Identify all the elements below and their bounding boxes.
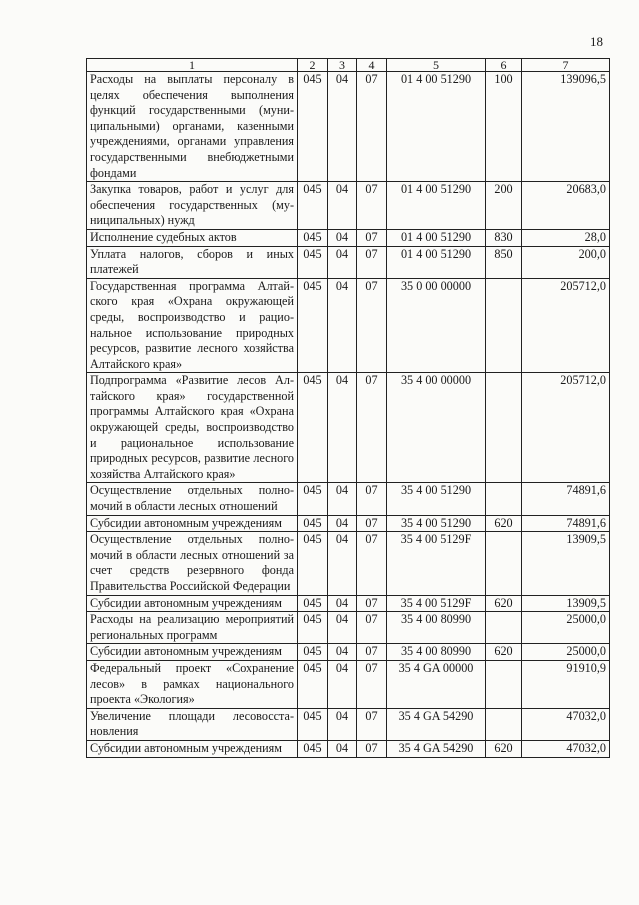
line-item-name: Увеличение площади лесовосстановления	[87, 708, 298, 740]
table-row	[87, 644, 610, 661]
target-article-code: 01 4 00 51290	[387, 182, 486, 230]
section-code: 04	[328, 373, 357, 483]
subsection-code: 07	[357, 515, 387, 532]
line-item-name: Субсидии автономным учреждениям	[87, 740, 298, 757]
subsection-code: 07	[357, 278, 387, 373]
target-article-code: 35 4 00 51290	[387, 515, 486, 532]
line-item-name: Расходы на реализацию мероприятий региональных программ	[87, 612, 298, 644]
line-item-name: Субсидии автономным учреждениям	[87, 595, 298, 612]
column-number: 4	[357, 59, 387, 72]
admin-code: 045	[298, 246, 328, 278]
amount: 74891,6	[522, 483, 610, 515]
target-article-code: 35 0 00 00000	[387, 278, 486, 373]
line-item-name: Расходы на выплаты персоналу в целях обеспечения выполнения функций государственными (муниципальными) органами, казенными учреждениями, органами управления государственными внебюджетными фондами	[87, 72, 298, 182]
table-row	[87, 373, 610, 483]
line-item-name: Субсидии автономным учреждениям	[87, 644, 298, 661]
amount: 139096,5	[522, 72, 610, 182]
table-row	[87, 229, 610, 246]
admin-code: 045	[298, 229, 328, 246]
subsection-code: 07	[357, 612, 387, 644]
target-article-code: 35 4 GA 54290	[387, 708, 486, 740]
target-article-code: 35 4 00 80990	[387, 644, 486, 661]
expense-kind-code	[486, 483, 522, 515]
amount: 47032,0	[522, 740, 610, 757]
subsection-code: 07	[357, 373, 387, 483]
amount: 205712,0	[522, 278, 610, 373]
admin-code: 045	[298, 595, 328, 612]
table-row	[87, 708, 610, 740]
subsection-code: 07	[357, 708, 387, 740]
section-code: 04	[328, 182, 357, 230]
table-row	[87, 515, 610, 532]
expense-kind-code	[486, 532, 522, 595]
expense-kind-code: 200	[486, 182, 522, 230]
section-code: 04	[328, 246, 357, 278]
table-row	[87, 740, 610, 757]
section-code: 04	[328, 483, 357, 515]
subsection-code: 07	[357, 532, 387, 595]
subsection-code: 07	[357, 595, 387, 612]
target-article-code: 35 4 00 80990	[387, 612, 486, 644]
section-code: 04	[328, 740, 357, 757]
expense-kind-code	[486, 660, 522, 708]
line-item-name: Государственная программа Алтайского края «Охрана окружающей среды, воспроизводство и рациональное использование природных ресурсов, развитие лесного хозяйства Алтайского края»	[87, 278, 298, 373]
expense-kind-code	[486, 708, 522, 740]
section-code: 04	[328, 644, 357, 661]
line-item-name: Федеральный проект «Сохранение лесов» в рамках национального проекта «Экология»	[87, 660, 298, 708]
line-item-name: Осуществление отдельных полномочий в области лесных отношений	[87, 483, 298, 515]
table-row	[87, 660, 610, 708]
table-row	[87, 595, 610, 612]
table-row	[87, 532, 610, 595]
target-article-code: 35 4 00 00000	[387, 373, 486, 483]
target-article-code: 01 4 00 51290	[387, 246, 486, 278]
amount: 200,0	[522, 246, 610, 278]
admin-code: 045	[298, 483, 328, 515]
admin-code: 045	[298, 740, 328, 757]
line-item-name: Исполнение судебных актов	[87, 229, 298, 246]
budget-table	[86, 58, 610, 758]
table-row	[87, 278, 610, 373]
section-code: 04	[328, 660, 357, 708]
target-article-code: 35 4 GA 54290	[387, 740, 486, 757]
admin-code: 045	[298, 532, 328, 595]
page-number: 18	[590, 34, 603, 49]
line-item-name: Уплата налогов, сборов и иных платежей	[87, 246, 298, 278]
section-code: 04	[328, 612, 357, 644]
table-row	[87, 72, 610, 182]
subsection-code: 07	[357, 182, 387, 230]
table-row	[87, 182, 610, 230]
admin-code: 045	[298, 182, 328, 230]
expense-kind-code: 620	[486, 595, 522, 612]
amount: 13909,5	[522, 532, 610, 595]
subsection-code: 07	[357, 72, 387, 182]
amount: 13909,5	[522, 595, 610, 612]
amount: 25000,0	[522, 644, 610, 661]
expense-kind-code: 830	[486, 229, 522, 246]
expense-kind-code: 850	[486, 246, 522, 278]
target-article-code: 35 4 00 5129F	[387, 595, 486, 612]
expense-kind-code	[486, 278, 522, 373]
admin-code: 045	[298, 278, 328, 373]
amount: 25000,0	[522, 612, 610, 644]
column-number-row	[87, 59, 610, 72]
target-article-code: 35 4 00 51290	[387, 483, 486, 515]
line-item-name: Закупка товаров, работ и услуг для обеспечения государственных (муниципальных) нужд	[87, 182, 298, 230]
amount: 91910,9	[522, 660, 610, 708]
admin-code: 045	[298, 660, 328, 708]
subsection-code: 07	[357, 229, 387, 246]
expense-kind-code: 620	[486, 515, 522, 532]
line-item-name: Субсидии автономным учреждениям	[87, 515, 298, 532]
admin-code: 045	[298, 72, 328, 182]
admin-code: 045	[298, 373, 328, 483]
target-article-code: 35 4 GA 00000	[387, 660, 486, 708]
column-number: 1	[87, 59, 298, 72]
section-code: 04	[328, 708, 357, 740]
subsection-code: 07	[357, 740, 387, 757]
expense-kind-code: 100	[486, 72, 522, 182]
amount: 74891,6	[522, 515, 610, 532]
table-row	[87, 246, 610, 278]
subsection-code: 07	[357, 644, 387, 661]
expense-kind-code: 620	[486, 644, 522, 661]
line-item-name: Осуществление отдельных полномочий в области лесных отношений за счет средств резервного фонда Правительства Российской Федерации	[87, 532, 298, 595]
amount: 20683,0	[522, 182, 610, 230]
target-article-code: 35 4 00 5129F	[387, 532, 486, 595]
admin-code: 045	[298, 708, 328, 740]
section-code: 04	[328, 229, 357, 246]
section-code: 04	[328, 595, 357, 612]
column-number: 2	[298, 59, 328, 72]
amount: 205712,0	[522, 373, 610, 483]
target-article-code: 01 4 00 51290	[387, 72, 486, 182]
expense-kind-code: 620	[486, 740, 522, 757]
target-article-code: 01 4 00 51290	[387, 229, 486, 246]
column-number: 6	[486, 59, 522, 72]
column-number: 5	[387, 59, 486, 72]
column-number: 7	[522, 59, 610, 72]
section-code: 04	[328, 515, 357, 532]
section-code: 04	[328, 72, 357, 182]
admin-code: 045	[298, 644, 328, 661]
admin-code: 045	[298, 515, 328, 532]
table-row	[87, 483, 610, 515]
column-number: 3	[328, 59, 357, 72]
subsection-code: 07	[357, 660, 387, 708]
amount: 47032,0	[522, 708, 610, 740]
amount: 28,0	[522, 229, 610, 246]
subsection-code: 07	[357, 483, 387, 515]
expense-kind-code	[486, 373, 522, 483]
subsection-code: 07	[357, 246, 387, 278]
section-code: 04	[328, 278, 357, 373]
admin-code: 045	[298, 612, 328, 644]
expense-kind-code	[486, 612, 522, 644]
table-row	[87, 612, 610, 644]
section-code: 04	[328, 532, 357, 595]
line-item-name: Подпрограмма «Развитие лесов Алтайского края» государственной программы Алтайского края «Охрана окружающей среды, воспроизводство и рациональное использование природных ресурсов, развитие лесного хозяйства Алтайского края»	[87, 373, 298, 483]
